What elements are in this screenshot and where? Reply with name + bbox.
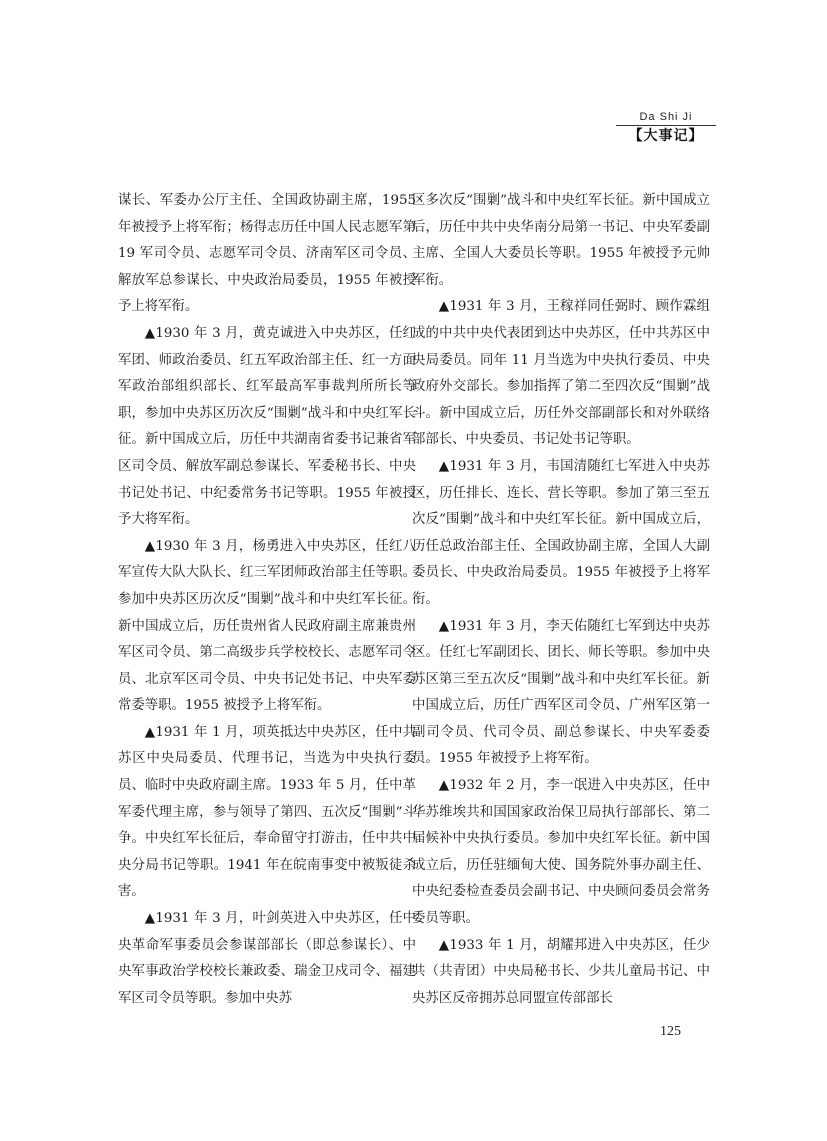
right-column (412, 188, 710, 1012)
paragraph: ▲1933 年 1 月，胡耀邦进入中央苏区，任少共（共青团）中央局秘书长、少共儿童局书记、中央苏区反帝拥苏总同盟宣传部部长 (412, 937, 710, 1006)
paragraph: ▲1931 年 1 月，项英抵达中央苏区，任中共苏区中央局委员、代理书记，当选为中央执行委员、临时中央政府副主席。1933 年 5 月，任中革军委代理主席，参与领导了第四、五次反“围剿”斗争。中央红军长征后，奉命留守打游击，任中共中央分局书记等职。1941 年在皖南事变中被叛徒杀害。 (118, 724, 416, 900)
paragraph: ▲1931 年 3 月，韦国清随红七军进入中央苏区，历任排长、连长、营长等职。参加了第三至五次反“围剿”战斗和中央红军长征。新中国成立后，历任总政治部主任、全国政协副主席，全国人大副委员长、中央政治局委员。1955 年被授予上将军衔。 (412, 458, 710, 607)
left-column (118, 188, 416, 1012)
paragraph: ▲1931 年 3 月，李天佑随红七军到达中央苏区。任红七军副团长、团长、师长等职。参加中央苏区第三至五次反“围剿”战斗和中央红军长征。新中国成立后，历任广西军区司令员、广州军区第一副司令员、代司令员、副总参谋长、中央军委委员。1955 年被授予上将军衔。 (412, 618, 710, 767)
paragraph: ▲1931 年 3 月，王稼祥同任弼时、顾作霖组成的中共中央代表团到达中央苏区，任中共苏区中央局委员。同年 11 月当选为中央执行委员、中央政府外交部长。参加指挥了第二至四次反“围剿”战斗。新中国成立后，历任外交部副部长和对外联络部部长、中央委员、书记处书记等职。 (412, 299, 710, 448)
paragraph: ▲1931 年 3 月，叶剑英进入中央苏区，任中央革命军事委员会参谋部部长（即总参谋长）、中央军事政治学校校长兼政委、瑞金卫戍司令、福建军区司令员等职。参加中央苏 (118, 911, 416, 1006)
paragraph: 谋长、军委办公厅主任、全国政协副主席，1955 年被授予上将军衔；杨得志历任中国人民志愿军第 19 军司令员、志愿军司令员、济南军区司令员、解放军总参谋长、中央政治局委员，1955 年被授予上将军衔。 (118, 193, 416, 315)
running-header (616, 110, 716, 144)
paragraph: ▲1932 年 2 月，李一氓进入中央苏区，任中华苏维埃共和国国家政治保卫局执行部部长、第二届候补中央执行委员。参加中央红军长征。新中国成立后，历任驻缅甸大使、国务院外事办副主任、中央纪委检查委员会副书记、中央顾问委员会常务委员等职。 (412, 778, 710, 927)
paragraph: ▲1930 年 3 月，黄克诚进入中央苏区，任红军团、师政治委员、红五军政治部主任、红一方面军政治部组织部长、红军最高军事裁判所所长等职，参加中央苏区历次反“围剿”战斗和中央红军长征。新中国成立后，历任中共湖南省委书记兼省军区司令员、解放军副总参谋长、军委秘书长、中央书记处书记、中纪委常务书记等职。1955 年被授予大将军衔。 (118, 325, 416, 528)
paragraph: ▲1930 年 3 月，杨勇进入中央苏区，任红八军宣传大队大队长、红三军团师政治部主任等职。参加中央苏区历次反“围剿”战斗和中央红军长征。新中国成立后，历任贵州省人民政府副主席兼贵州军区司令员、第二高级步兵学校校长、志愿军司令员、北京军区司令员、中央书记处书记、中央军委常委等职。1955 被授予上将军衔。 (118, 538, 416, 714)
header-title-zh: 【大事记】 (628, 128, 704, 144)
page-number: 125 (660, 1024, 681, 1039)
header-divider (616, 125, 716, 126)
header-title-en: Da Shi Ji (639, 111, 693, 123)
paragraph: 区多次反“围剿”战斗和中央红军长征。新中国成立后，历任中共中央华南分局第一书记、中央军委副主席、全国人大委员长等职。1955 年被授予元帅军衔。 (412, 193, 710, 288)
